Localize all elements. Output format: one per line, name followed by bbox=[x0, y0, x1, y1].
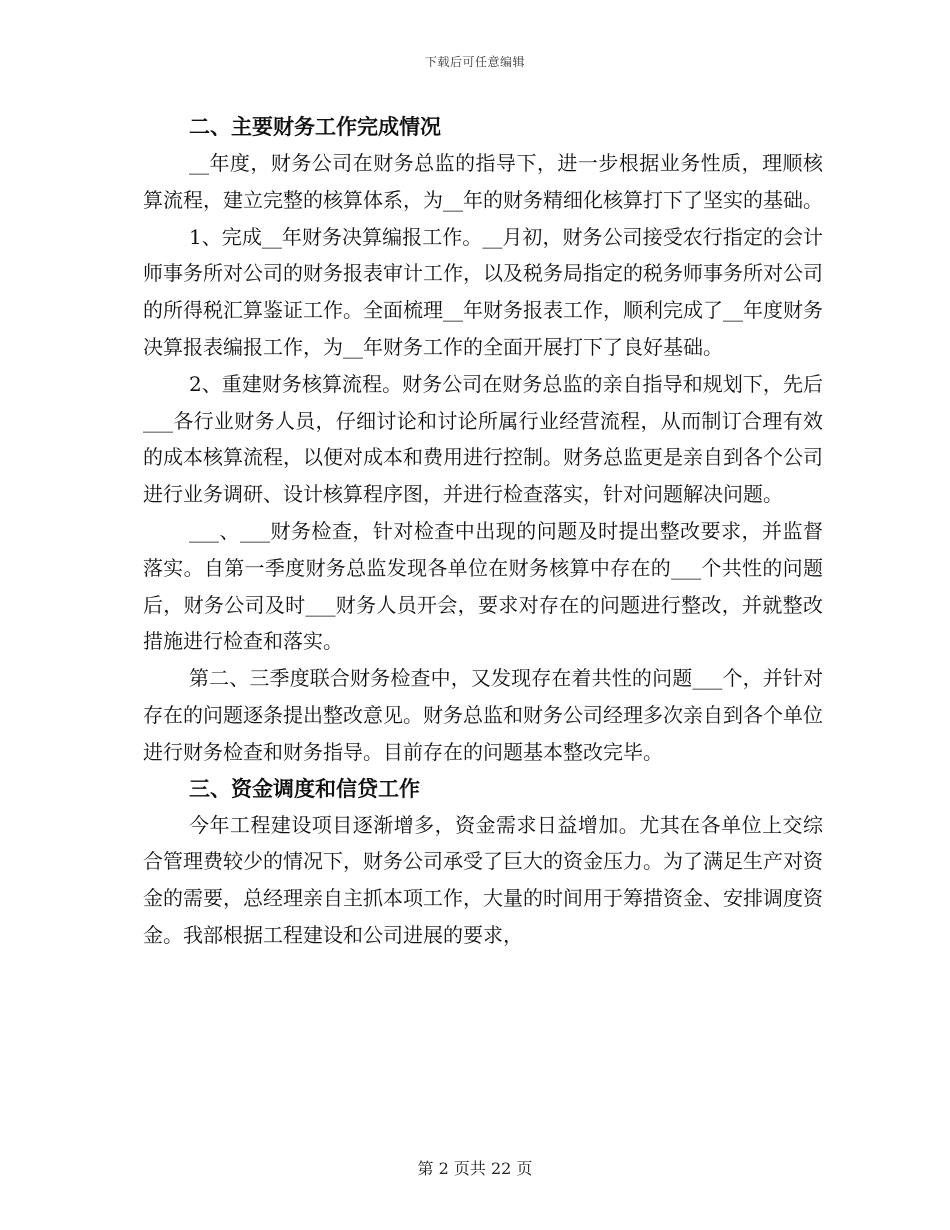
paragraph-joint-inspection: 第二、三季度联合财务检查中，又发现存在着共性的问题___个，并针对存在的问题逐条提出整改意见。财务总监和财务公司经理多次亲自到各个单位进行财务检查和财务指导。目前存在的问题基本整改完毕。 bbox=[143, 666, 823, 764]
paragraph-annual-overview: __年度，财务公司在财务总监的指导下，进一步根据业务性质，理顺核算流程，建立完整的核算体系，为__年的财务精细化核算打下了坚实的基础。 bbox=[143, 151, 823, 212]
page-header: 下载后可任意编辑 bbox=[424, 55, 525, 69]
section-heading-funds-credit: 三、资金调度和信贷工作 bbox=[189, 775, 420, 801]
section-heading-main-finance-work: 二、主要财务工作完成情况 bbox=[189, 114, 441, 139]
paragraph-funds-pressure: 今年工程建设项目逐渐增多，资金需求日益增加。尤其在各单位上交综合管理费较少的情况下，财务公司承受了巨大的资金压力。为了满足生产对资金的需要，总经理亲自主抓本项工作，大量的时间用于筹措资金、安排调度资金。我部根据工程建设和公司进展的要求， bbox=[143, 812, 823, 947]
paragraph-finance-inspection: ___、___财务检查，针对检查中出现的问题及时提出整改要求，并监督落实。自第一季度财务总监发现各单位在财务核算中存在的___个共性的问题后，财务公司及时___财务人员开会，要求对存在的问题进行整改，并就整改措施进行检查和落实。 bbox=[143, 518, 823, 654]
page-footer: 第 2 页共 22 页 bbox=[417, 1159, 533, 1178]
document-body bbox=[143, 109, 823, 954]
paragraph-final-accounts: 1、完成__年财务决算编报工作。__月初，财务公司接受农行指定的会计师事务所对公司的财务报表审计工作，以及税务局指定的税务师事务所对公司的所得税汇算鉴证工作。全面梳理__年财务报表工作，顺利完成了__年度财务决算报表编报工作，为__年财务工作的全面开展打下了良好基础。 bbox=[143, 224, 823, 359]
paragraph-accounting-process: 2、重建财务核算流程。财务公司在财务总监的亲自指导和规划下，先后___各行业财务人员，仔细讨论和讨论所属行业经营流程，从而制订合理有效的成本核算流程，以便对成本和费用进行控制。财务总监更是亲自到各个公司进行业务调研、设计核算程序图，并进行检查落实，针对问题解决问题。 bbox=[143, 371, 823, 507]
